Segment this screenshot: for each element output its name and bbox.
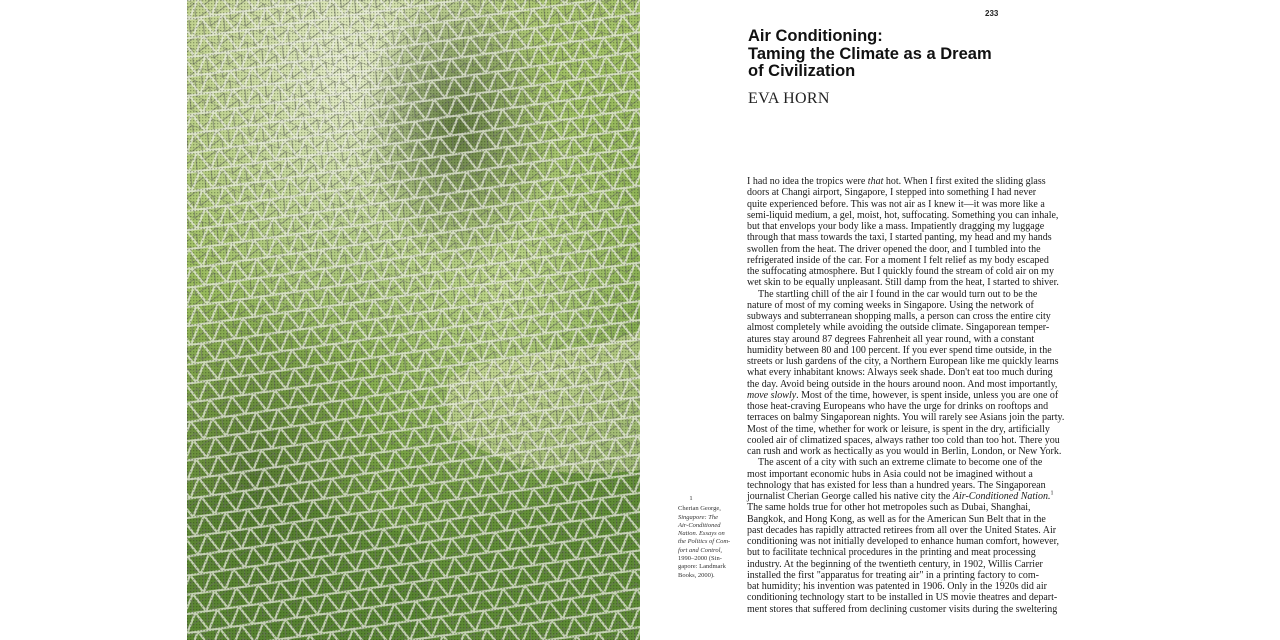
footnote-line: the Politics of Com- bbox=[678, 538, 731, 546]
footnote-number: 1 bbox=[689, 495, 693, 502]
paragraph-1 bbox=[747, 176, 1059, 289]
title-line-2: Taming the Climate as a Dream bbox=[748, 44, 992, 63]
body-line: bat humidity; his invention was patented in 1906. Only in the 1920s did air bbox=[747, 581, 1047, 592]
body-line: humidity between 80 and 100 percent. If you ever spend time outside, in the bbox=[747, 344, 1052, 356]
body-line: Bangkok, and Hong Kong, as well as for the American Sun Belt that in the bbox=[747, 513, 1046, 525]
body-line: what every inhabitant knows: Always seek shade. Don't eat too much during bbox=[747, 367, 1053, 379]
body-line: ment stores that suffered from declining customer visits during the sweltering bbox=[747, 603, 1058, 615]
footnote-line: gapore: Landmark bbox=[678, 563, 726, 571]
body-line: journalist Cherian George called his native city the Air-Conditioned Nation.$^1$ bbox=[747, 490, 1054, 502]
body-line: nature of most of my coming weeks in Singapore. Using the network of bbox=[747, 299, 1034, 311]
body-line: I had no idea the tropics were that hot. When I first exited the sliding glass bbox=[747, 176, 1046, 187]
footnote-line: fort and Control, bbox=[678, 546, 723, 554]
footnote-line: Singapore: The bbox=[678, 513, 719, 521]
body-line: The same holds true for other hot metropoles such as Dubai, Shanghai, bbox=[747, 502, 1031, 514]
body-line: conditioning was not initially developed to enhance human comfort, however, bbox=[747, 536, 1060, 547]
body-line: the day. Avoid being outside in the hours around noon. And most importantly, bbox=[747, 378, 1058, 390]
footnote-line: Air-Conditioned bbox=[678, 521, 721, 529]
paragraph-3 bbox=[747, 457, 1059, 615]
body-line: most important economic hubs in Asia could not be imagined without a bbox=[747, 468, 1033, 480]
footnote-line: Cherian George, bbox=[678, 505, 721, 513]
footnote-line: Books, 2000). bbox=[678, 571, 715, 579]
body-line: move slowly. Most of the time, however, is spent inside, unless you are one of bbox=[747, 389, 1059, 401]
page-number: 233 bbox=[985, 9, 999, 18]
body-line: but to facilitate technical procedures in the printing and meat processing bbox=[747, 547, 1036, 559]
body-line: subways and subterranean shopping malls, a person can cross the entire city bbox=[747, 311, 1051, 322]
body-line: industry. At the beginning of the twentieth century, in 1902, Willis Carrier bbox=[747, 558, 1043, 570]
body-line: atures stay around 87 degrees Fahrenheit all year round, with a constant bbox=[747, 333, 1035, 345]
body-line: refrigerated inside of the car. For a moment I felt relief as my body escaped bbox=[747, 254, 1049, 266]
body-line: terraces on balmy Singaporean nights. You will rarely see Asians join the party. bbox=[747, 412, 1065, 424]
footnote-line: Nation. Essays on bbox=[678, 530, 725, 538]
article-title bbox=[748, 28, 1048, 81]
body-line: past decades has rapidly attracted retirees from all over the United States. Air bbox=[747, 524, 1057, 536]
greenhouse-lattice-photo bbox=[187, 0, 640, 640]
body-line: streets or lush gardens of the city, a Northern European like me quickly learns bbox=[747, 356, 1059, 367]
article-body bbox=[747, 176, 1065, 615]
body-line: the suffocating atmosphere. But I quickly found the stream of cold air on my bbox=[747, 266, 1054, 277]
title-line-3: of Civilization bbox=[748, 62, 856, 80]
body-line: The ascent of a city with such an extreme climate to become one of the bbox=[758, 457, 1043, 469]
footnote-line: 1990–2000 (Sin- bbox=[678, 555, 722, 563]
body-line: conditioning technology start to be installed in US movie theatres and depart- bbox=[747, 592, 1058, 604]
footnote bbox=[678, 495, 740, 580]
body-line: through that mass towards the taxi, I started panting, my head and my hands bbox=[747, 232, 1052, 244]
body-line: technology that has existed for less than a hundred years. The Singaporean bbox=[747, 479, 1046, 491]
body-line: The startling chill of the air I found in the car would turn out to be the bbox=[758, 288, 1038, 300]
body-line: semi-liquid medium, a gel, moist, hot, suffocating. Something you can inhale, bbox=[747, 209, 1059, 221]
body-line: but that envelops your body like a mass. Impatiently dragging my luggage bbox=[747, 221, 1045, 232]
body-line: Most of the time, whether for work or leisure, is spent in the dry, artificially bbox=[747, 423, 1050, 435]
body-line: almost completely while avoiding the outside climate. Singaporean temper- bbox=[747, 322, 1050, 334]
body-line: can rush and work as hectically as you would in Berlin, London, or New York. bbox=[747, 446, 1062, 457]
body-line: cooled air of climatized spaces, always rather too cold than too hot. There you bbox=[747, 434, 1060, 446]
body-line: those heat-craving Europeans who have the urge for drinks on rooftops and bbox=[747, 401, 1049, 412]
body-line: swollen from the heat. The driver opened the door, and I tumbled into the bbox=[747, 243, 1041, 255]
body-line: doors at Changi airport, Singapore, I stepped into something I had never bbox=[747, 187, 1037, 199]
author-name: EVA HORN bbox=[748, 90, 830, 107]
paragraph-2 bbox=[747, 288, 1065, 458]
body-line: wet skin to be equally unpleasant. Still damp from the heat, I started to shiver. bbox=[747, 277, 1059, 289]
body-line: quite experienced before. This was not air as I knew it—it was more like a bbox=[747, 198, 1045, 210]
body-line: installed the first "apparatus for treating air" in a printing factory to com- bbox=[747, 569, 1039, 581]
title-line-1: Air Conditioning: bbox=[748, 27, 883, 45]
